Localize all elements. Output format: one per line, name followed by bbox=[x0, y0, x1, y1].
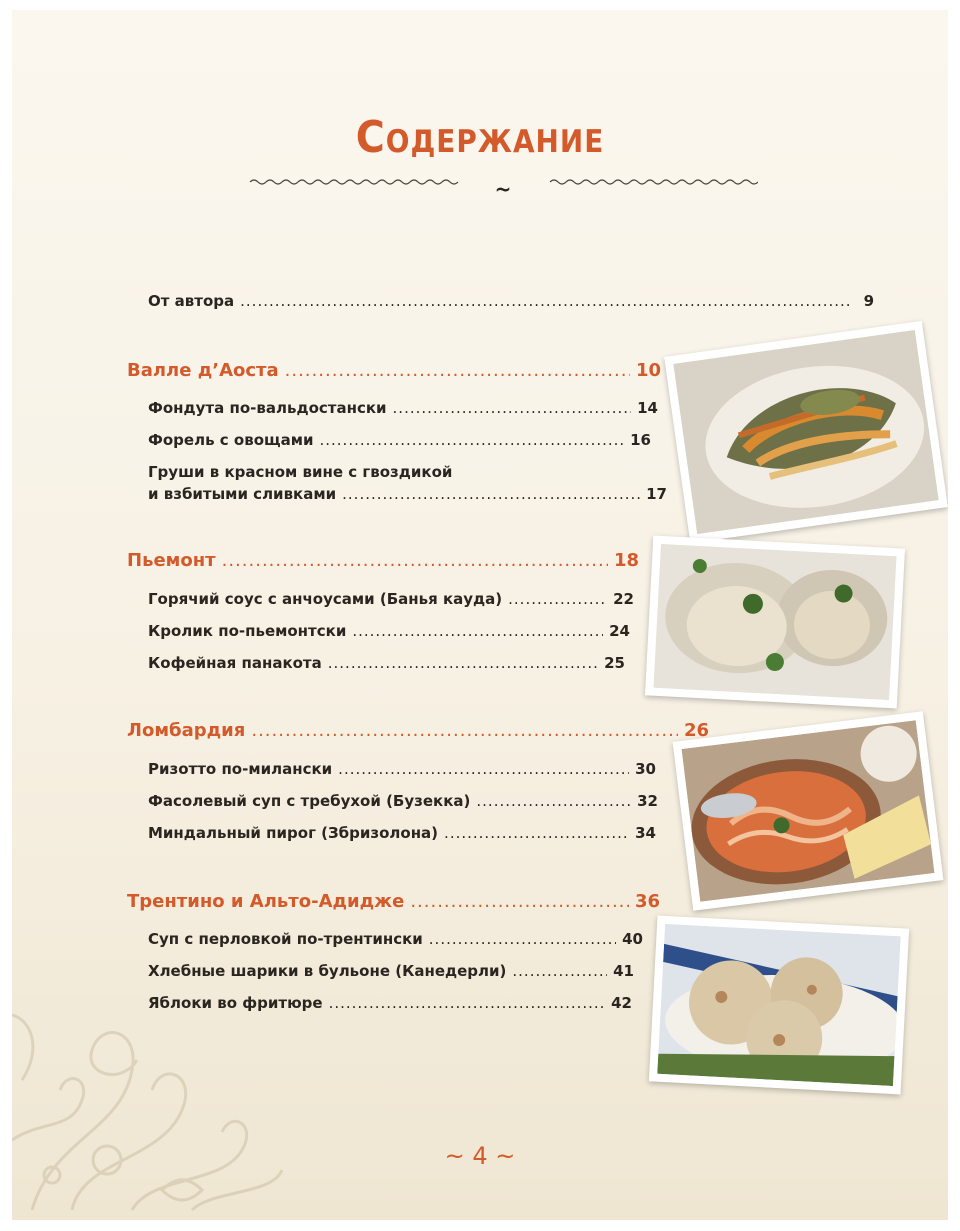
toc-item[interactable] bbox=[148, 994, 632, 1012]
toc-item-page: 41 bbox=[613, 962, 634, 980]
dot-leader bbox=[342, 485, 640, 503]
dot-leader bbox=[429, 930, 616, 948]
dot-leader bbox=[222, 550, 608, 571]
dot-leader bbox=[285, 360, 630, 381]
page-number: ~ 4 ~ bbox=[444, 1142, 516, 1170]
toc-item-label: Миндальный пирог (Збризолона) bbox=[148, 824, 439, 842]
toc-item-label-line1: Груши в красном вине с гвоздикой bbox=[148, 463, 453, 481]
toc-section-page: 36 bbox=[634, 891, 660, 912]
title-ornament: ~ bbox=[494, 177, 512, 201]
toc-item-label: Суп с перловкой по-трентински bbox=[148, 930, 423, 948]
toc-item-label: Кролик по-пьемонтски bbox=[148, 622, 347, 640]
toc-item-label: Ризотто по-милански bbox=[148, 760, 333, 778]
dot-leader bbox=[393, 399, 632, 417]
toc-item-label-line2: и взбитыми сливками bbox=[148, 485, 337, 503]
toc-item-label: Форель с овощами bbox=[148, 431, 314, 449]
toc-section-page: 18 bbox=[613, 550, 639, 571]
dot-leader bbox=[251, 720, 678, 741]
toc-item-page: 14 bbox=[637, 399, 658, 417]
toc-item[interactable] bbox=[148, 760, 656, 778]
toc-item[interactable] bbox=[148, 622, 630, 640]
toc-item-page: 24 bbox=[609, 622, 630, 640]
toc-item[interactable] bbox=[148, 824, 656, 842]
photo-bread-dumplings bbox=[649, 916, 909, 1095]
toc-section-valle-daosta[interactable] bbox=[127, 360, 661, 381]
photo-tripe-soup bbox=[673, 711, 944, 910]
dot-leader bbox=[240, 292, 852, 310]
toc-item-page: 34 bbox=[635, 824, 656, 842]
toc-item-page: 17 bbox=[646, 485, 667, 503]
dot-leader bbox=[444, 824, 629, 842]
dot-leader bbox=[329, 994, 606, 1012]
toc-section-title: Ломбардия bbox=[127, 720, 246, 741]
toc-item-page: 25 bbox=[604, 654, 625, 672]
toc-item[interactable] bbox=[148, 485, 667, 503]
toc-section-piemonte[interactable] bbox=[127, 550, 639, 571]
toc-section-page: 10 bbox=[635, 360, 661, 381]
toc-item[interactable] bbox=[148, 590, 634, 608]
toc-item-label: Фондута по-вальдостански bbox=[148, 399, 387, 417]
toc-item-page: 42 bbox=[611, 994, 632, 1012]
toc-item-label: Яблоки во фритюре bbox=[148, 994, 323, 1012]
page-title: Содержание bbox=[355, 112, 605, 163]
dot-leader bbox=[476, 792, 631, 810]
toc-item[interactable] bbox=[148, 399, 658, 417]
dot-leader bbox=[338, 760, 629, 778]
toc-section-page: 26 bbox=[683, 720, 709, 741]
book-page bbox=[12, 10, 948, 1220]
dot-leader bbox=[508, 590, 607, 608]
toc-item-page: 9 bbox=[863, 292, 874, 310]
toc-item-page: 16 bbox=[630, 431, 651, 449]
dot-leader bbox=[328, 654, 598, 672]
toc-item-label: Горячий соус с анчоусами (Банья кауда) bbox=[148, 590, 503, 608]
toc-item-page: 32 bbox=[637, 792, 658, 810]
toc-item-label: От автора bbox=[148, 292, 235, 310]
dot-leader bbox=[512, 962, 607, 980]
toc-section-title: Трентино и Альто-Адидже bbox=[127, 891, 405, 912]
dot-leader bbox=[319, 431, 624, 449]
toc-item-page: 22 bbox=[613, 590, 634, 608]
toc-section-title: Валле д’Аоста bbox=[127, 360, 279, 381]
toc-item-page: 30 bbox=[635, 760, 656, 778]
dot-leader bbox=[352, 622, 603, 640]
photo-trout-with-vegetables bbox=[664, 321, 948, 543]
toc-item[interactable] bbox=[148, 962, 634, 980]
toc-item-intro[interactable] bbox=[148, 292, 874, 310]
toc-section-lombardia[interactable] bbox=[127, 720, 709, 741]
toc-item[interactable] bbox=[148, 431, 651, 449]
toc-item-label: Кофейная панакота bbox=[148, 654, 322, 672]
toc-section-trentino-alto-adige[interactable] bbox=[127, 891, 660, 912]
toc-item[interactable] bbox=[148, 792, 658, 810]
dot-leader bbox=[410, 891, 629, 912]
toc-item[interactable] bbox=[148, 930, 643, 948]
toc-section-title: Пьемонт bbox=[127, 550, 216, 571]
toc-item[interactable] bbox=[148, 654, 625, 672]
toc-item-label: Фасолевый суп с требухой (Бузекка) bbox=[148, 792, 471, 810]
photo-rabbit-in-sauce bbox=[645, 536, 905, 709]
toc-item-label: Хлебные шарики в бульоне (Канедерли) bbox=[148, 962, 507, 980]
toc-item-page: 40 bbox=[622, 930, 643, 948]
